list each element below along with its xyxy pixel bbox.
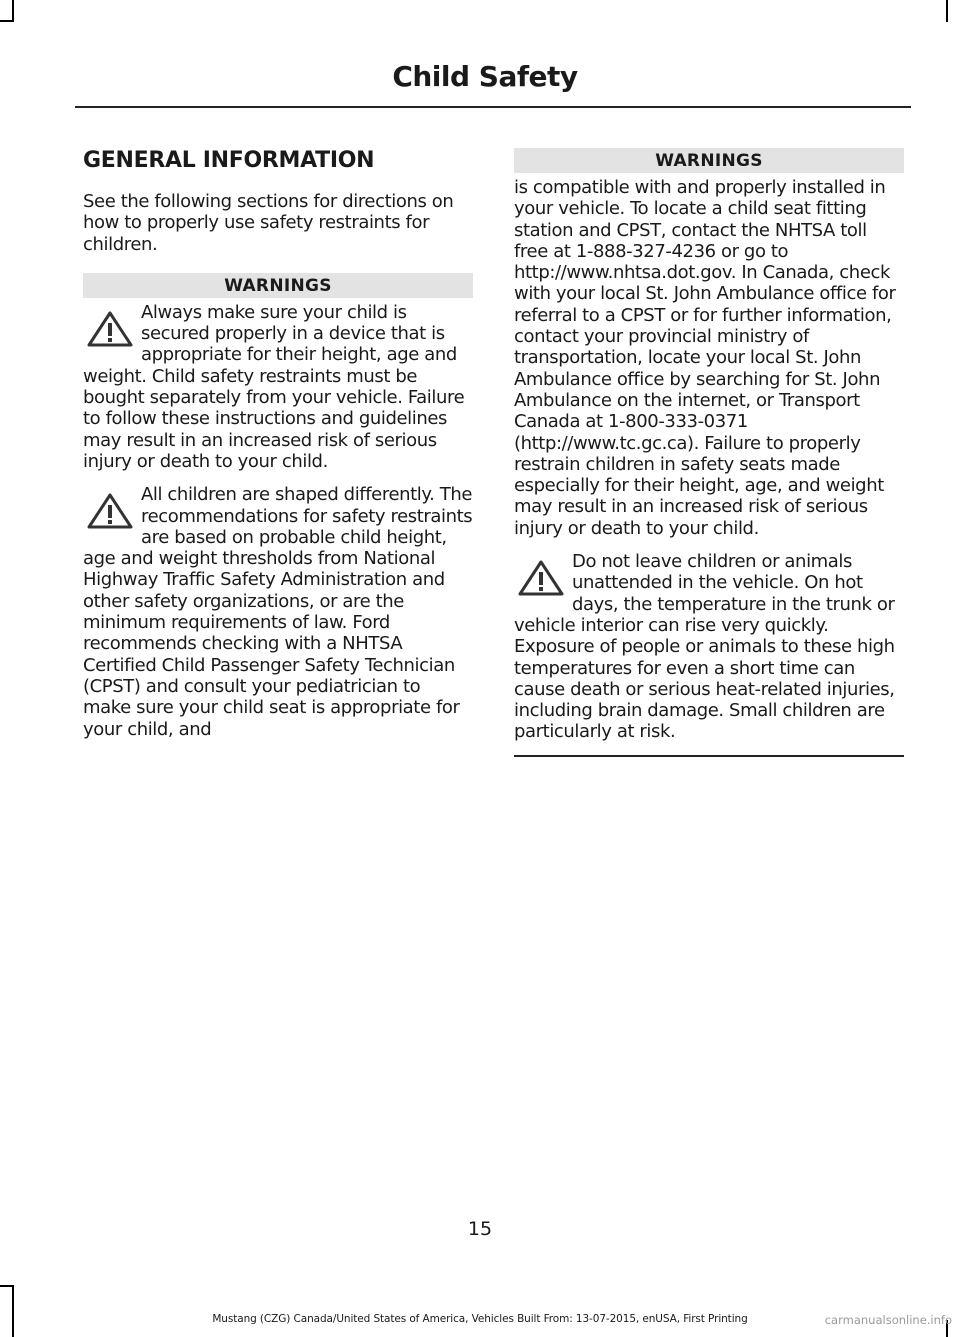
- intro-paragraph: See the following sections for directions on how to properly use safety restraints for children.: [83, 191, 454, 255]
- crop-mark-top-left-h: [0, 20, 14, 22]
- warning-triangle-icon: [87, 310, 133, 348]
- warnings-end-divider: [514, 755, 904, 757]
- crop-mark-top-right: [946, 0, 948, 22]
- crop-mark-top-left: [12, 0, 14, 22]
- page-title: Child Safety: [392, 60, 578, 93]
- footer-text: Mustang (CZG) Canada/United States of America, Vehicles Built From: 13-07-2015, enUSA, First Printing: [212, 1313, 748, 1325]
- page-number: 15: [467, 1218, 493, 1240]
- warning-block: [514, 551, 904, 743]
- warnings-header: WARNINGS: [83, 273, 473, 298]
- warning-triangle-icon: [518, 559, 564, 597]
- warning-text: Always make sure your child is secured properly in a device that is appropriate for their height, age and weight. Child safety restraints must be bought separately from your vehicle. Failure to follow these instructions and guidelines may result in an increased risk of serious injury or death to your child.: [83, 301, 465, 472]
- warning-text: Do not leave children or animals unattended in the vehicle. On hot days, the temperature in the trunk or vehicle interior can rise very quickly. Exposure of people or animals to these high temperatures for even a short time can cause death or serious heat-related injuries, including brain damage. Small children are particularly at risk.: [514, 551, 895, 743]
- crop-mark-bottom-left-h: [0, 1285, 14, 1287]
- warning-text: All children are shaped differently. The recommendations for safety restraints are based on probable child height, age and weight thresholds from National Highway Traffic Safety Administration and other safety organizations, or are the minimum requirements of law. Ford recommends checking with a NHTSA Certified Child Passenger Safety Technician (CPST) and consult your pediatrician to make sure your child seat is appropriate for your child, and: [83, 484, 473, 740]
- header-divider: [75, 106, 911, 108]
- warnings-header: WARNINGS: [514, 148, 904, 173]
- right-column: [514, 148, 904, 757]
- warning-triangle-icon: [87, 492, 133, 530]
- warning-block: [83, 484, 473, 740]
- watermark: carmanualsonline.info: [824, 1313, 952, 1327]
- section-title: GENERAL INFORMATION: [83, 148, 375, 173]
- crop-mark-bottom-left: [12, 1285, 14, 1337]
- left-column: [83, 148, 473, 752]
- warning-continued-text: is compatible with and properly installed in your vehicle. To locate a child seat fitting station and CPST, contact the NHTSA toll free at 1-888-327-4236 or go to http://www.nhtsa.dot.gov. In Canada, check with your local St. John Ambulance office for referral to a CPST or for further information, contact your provincial ministry of transportation, locate your local St. John Ambulance office by searching for St. John Ambulance on the internet, or Transport Canada at 1-800-333-0371 (http://www.tc.gc.ca). Failure to properly restrain children in safety seats made especially for their height, age, and weight may result in an increased risk of serious injury or death to your child.: [514, 177, 896, 539]
- warning-block: [83, 302, 473, 472]
